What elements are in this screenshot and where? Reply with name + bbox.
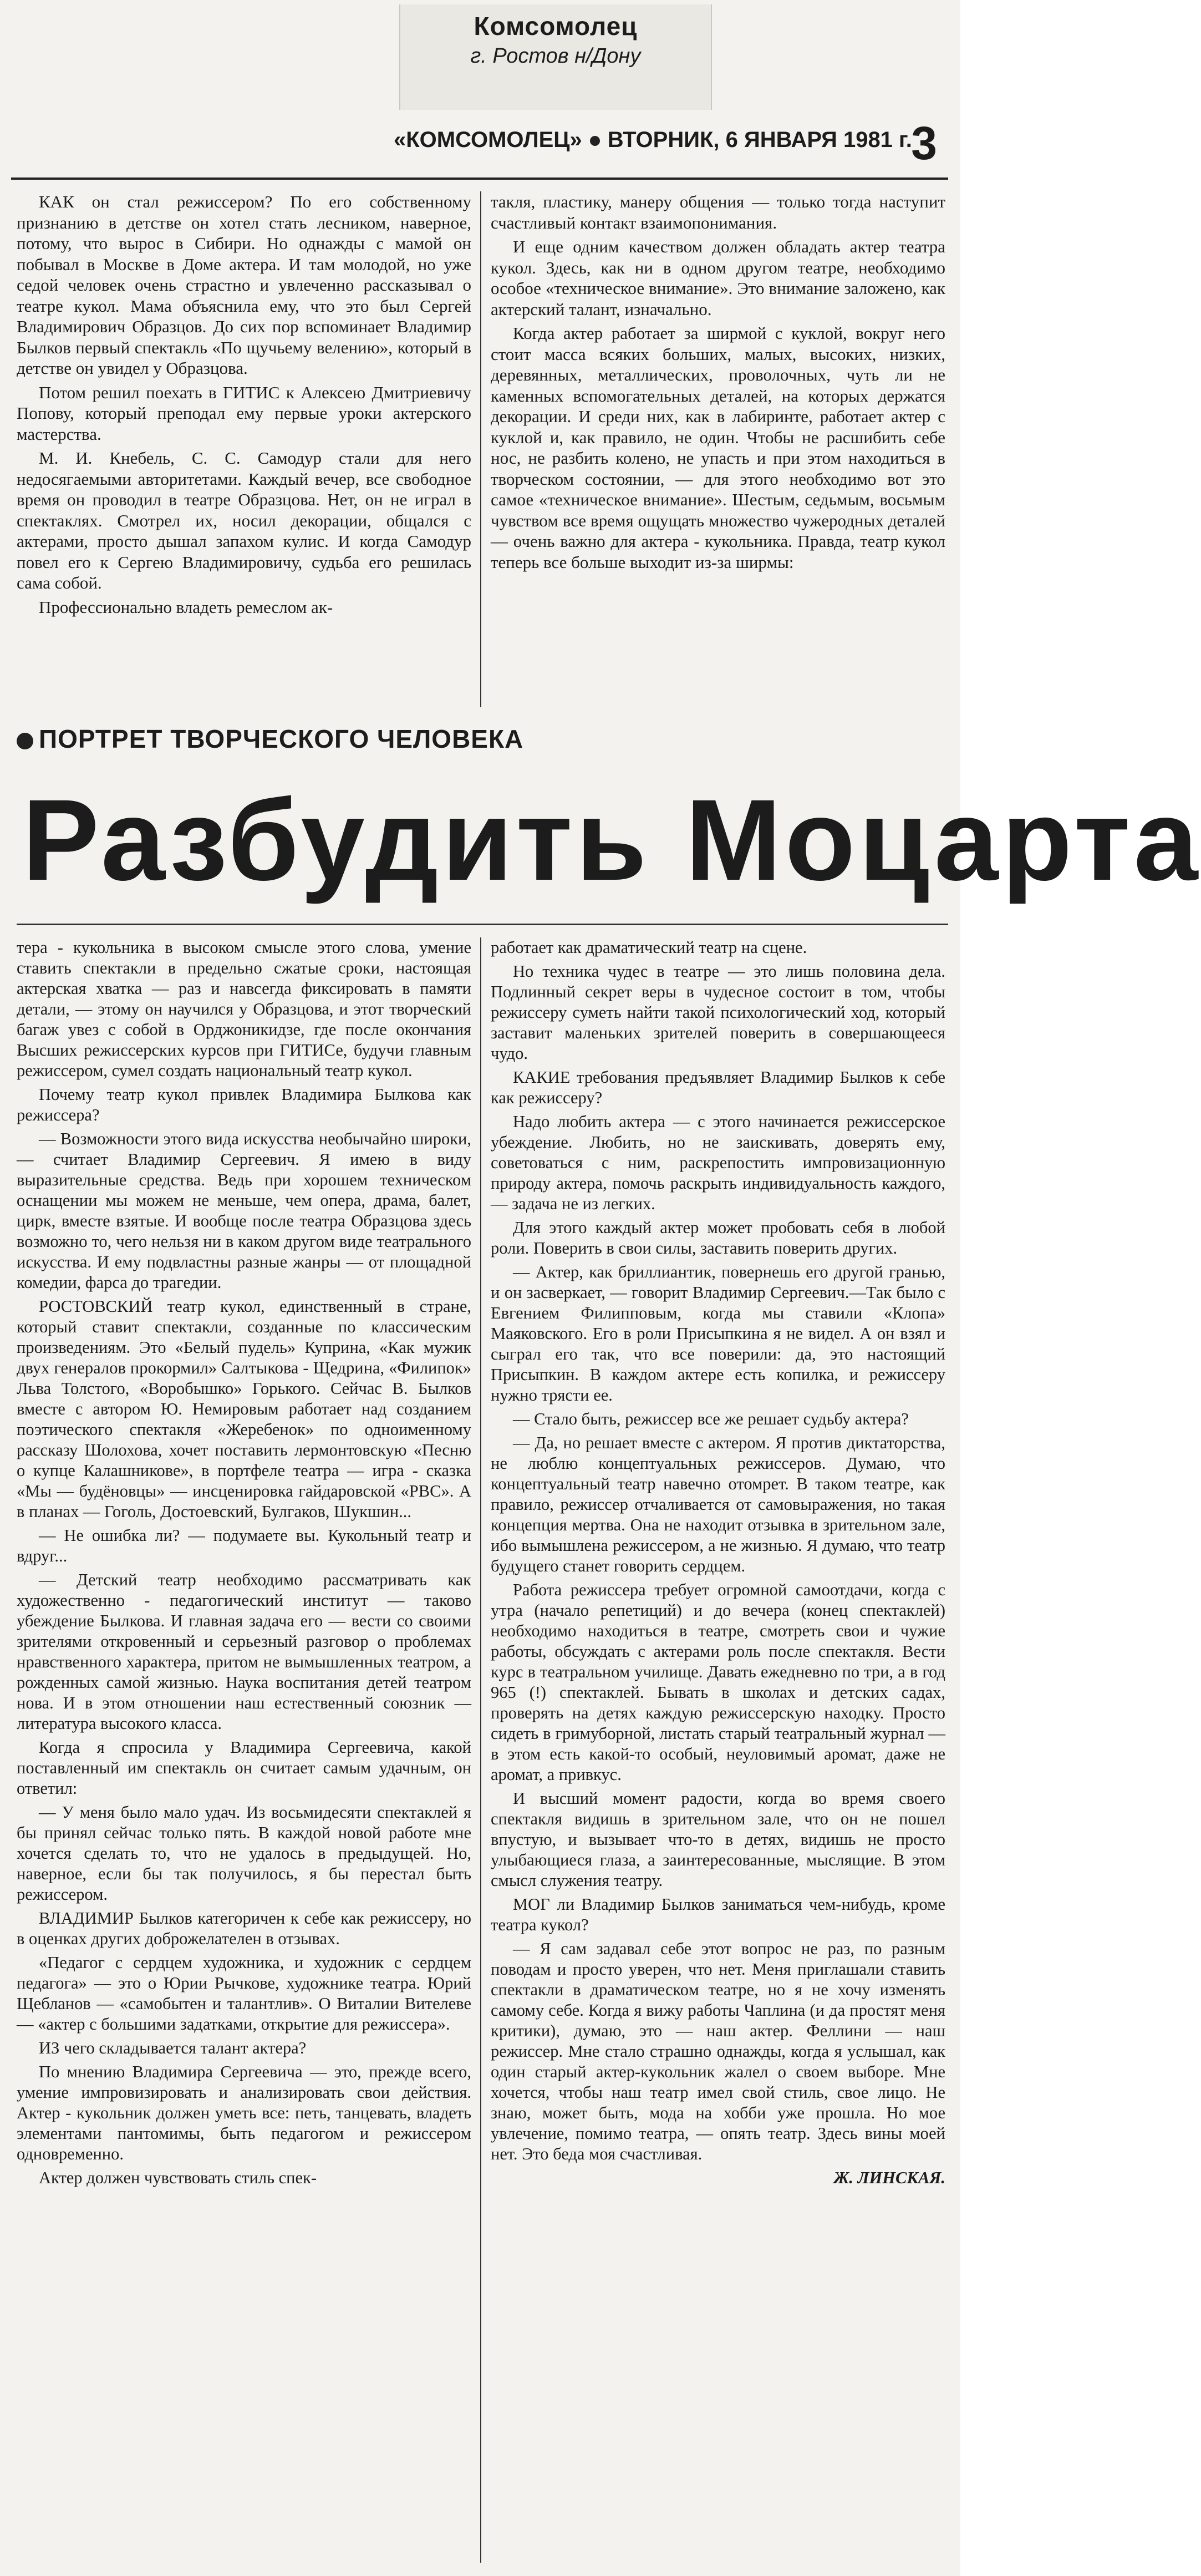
headline-rule (17, 924, 948, 925)
paragraph: — Возможности этого вида искусства необычайно широки, — считает Владимир Сергеевич. Я имею в виду выразительные средства. Ведь при хорошем техническом оснащении мы можем не меньше, чем опера, драма, балет, цирк, вместе взятые. И вообще после театра Образцова здесь возможно то, чего нельзя ни в каком другом виде театрального искусства. И ему подвластны разные жанры — от площадной комедии, фарса до трагедии. (17, 1129, 471, 1292)
section-rubric (17, 724, 948, 757)
paragraph: ИЗ чего складывается талант актера? (39, 2039, 307, 2057)
rubric-bullet-icon (17, 733, 33, 749)
paragraph: такля, пластику, манеру общения — только тогда наступит счастливый контакт взаимопонимания. (491, 192, 945, 232)
paragraph: тера - кукольника в высоком смысле этого слова, умение ставить спектакли в предельно сжатые сроки, настоящая актерская хватка — раз и навсегда фиксировать в памяти детали, — этому он научился у Образцова, и этот творческий багаж увез с собой в Орджоникидзе, где после окончания Высших режиссерских курсов при ГИТИСе, будучи главным режиссером, сумел создать национальный театр кукол. (17, 938, 471, 1080)
paper-name: «КОМСОМОЛЕЦ» (394, 128, 582, 152)
paragraph: Когда актер работает за ширмой с куклой, вокруг него стоит масса всяких больших, малых, высоких, низких, деревянных, металлических, проволочных, чуть ли не каменных вспомогательных деталей, на которых держатся декорации. И среди них, как в лабиринте, работает актер с куклой и, как правило, не один. Чтобы не расшибить себе нос, не разбить колено, не упасть и при этом находиться в творческом состоянии, — для этого необходимо вот это самое «техническое внимание». Шестым, седьмым, восьмым чувством все время ощущать множество чужеродных деталей — очень важно для актера - кукольника. Правда, театр кукол теперь все больше выходит из-за ширмы: (491, 323, 945, 572)
paragraph: Работа режиссера требует огромной самоотдачи, когда с утра (начало репетиций) и до вечера (конец спектаклей) необходимо находиться в театре, смотреть свои и чужие работы, обсуждать с актерами роль после спектакля. Вести курс в театральном училище. Давать ежедневно по три, а в год 965 (!) спектаклей. Бывать в школах и детских садах, проверять на детях каждую режиссерскую находку. Просто сидеть в гримуборной, листать старый театральный журнал — в этом есть какой-то особый, неуловимый аромат, даже не аромат, а привкус. (491, 1580, 945, 1784)
paragraph: — Детский театр необходимо рассматривать как художественно - педагогический институт — таково убеждение Былкова. И главная задача его — вести со своими зрителями откровенный и серьезный разговор о проблемах нравственного характера, притом не вымышленных театром, а рожденных самой жизнью. Наука воспитания детей театром нова. И в этом отношении наш естественный союзник — литература высокого класса. (17, 1570, 471, 1733)
paragraph: Но техника чудес в театре — это лишь половина дела. Подлинный секрет веры в чудесное состоит в том, чтобы режиссеру суметь найти такой психологический ход, который заставит маленьких зрителей поверить в совершающееся чудо. (491, 962, 945, 1063)
column-divider (480, 191, 481, 707)
paragraph: — Стало быть, режиссер все же решает судьбу актера? (513, 1409, 909, 1428)
paragraph: Когда я спросила у Владимира Сергеевича, какой поставленный им спектакль он считает самым удачным, он ответил: (17, 1738, 471, 1798)
paragraph: — Да, но решает вместе с актером. Я против диктаторства, не люблю концептуальных режиссеров. Думаю, что концептуальный театр навечно отомрет. В таком театре, как правило, режиссер отчаливается от самовыражения, но такая концепция мертва. Она не находит отзывка в зрительном зале, ибо вымышлена режиссером, а не жизнью. Я думаю, что театр будущего станет говорить сердцем. (491, 1433, 945, 1575)
paragraph: — Я сам задавал себе этот вопрос не раз, по разным поводам и просто уверен, что нет. Меня приглашали ставить спектакли в драматическом театре, но я не хочу изменять самому себе. Когда я вижу работы Чаплина (и да простят меня критики), думаю, это — наш актер. Феллини — наш режиссер. Мне стало страшно однажды, когда я услышал, как один старый актер-кукольник жалел о своем выборе. Мне хочется, чтобы наш театр имел свой стиль, свое лицо. Не знаю, может быть, мода на хобби уже прошла. Но мое увлечение, помимо театра, — опять театр. Здесь вины моей нет. Это беда моя счастливая. (491, 1939, 945, 2163)
paragraph: КАК он стал режиссером? По его собственному признанию в детстве он хотел стать лесником, наверное, потому, что вырос в Сибири. Но однажды с мамой он побывал в Москве в Доме актера. И там молодой, но уже седой человек очень страстно и увлеченно рассказывал о театре кукол. Мама объяснила ему, что это был Сергей Владимирович Образцов. До сих пор вспоминает Владимир Былков первый спектакль «По щучьему велению», который в детстве он увидел у Образцова. (17, 192, 471, 378)
paragraph: работает как драматический театр на сцене. (491, 938, 807, 957)
paragraph: М. И. Кнебель, С. С. Самодур стали для него недосягаемыми авторитетами. Каждый вечер, все свободное время он проводил в театре Образцова. Нет, он не играл в спектаклях. Смотрел их, носил декорации, общался с актерами, просто дышал запахом кулис. И когда Самодур повел его к Сергею Владимировичу, судьба его решилась сама собой. (17, 448, 471, 592)
stamp-title: Комсомолец (474, 12, 638, 40)
paragraph: Надо любить актера — с этого начинается режиссерское убеждение. Любить, но не заискивать, доверять ему, советоваться с ним, раскрепостить импровизационную природу актера, помочь раскрыть индивидуальность каждого, — задача не из легких. (491, 1112, 945, 1213)
bottom-right-column (491, 937, 945, 2568)
masthead-line (394, 128, 912, 153)
paragraph: — Актер, как бриллиантик, повернешь его другой гранью, и он засверкает, — говорит Владимир Сергеевич.—Так было с Евгением Филипповым, когда мы ставили «Клопа» Маяковского. Его в роли Присыпкина я не видел. А он взял и сыграл его так, что все поверили: да, это настоящий Присыпкин. В каждом актере есть копилка, и режиссеру нужно трясти ее. (491, 1262, 945, 1404)
paragraph: — У меня было мало удач. Из восьмидесяти спектаклей я бы принял сейчас только пять. В каждой новой работе мне хочется сделать то, что не удалось в предыдущей. Но, наверное, если бы так получилось, я бы перестал быть режиссером. (17, 1803, 471, 1904)
paragraph: «Педагог с сердцем художника, и художник с сердцем педагога» — это о Юрии Рычкове, художнике театра. Юрий Щебланов — «самобытен и талантлив». О Виталии Вителеве — «актер с большими задатками, открытие для режиссера». (17, 1953, 471, 2034)
rubric-text: ПОРТРЕТ ТВОРЧЕСКОГО ЧЕЛОВЕКА (39, 724, 524, 753)
author-signature: Ж. ЛИНСКАЯ. (833, 2168, 945, 2187)
paragraph: По мнению Владимира Сергеевича — это, прежде всего, умение импровизировать и анализировать свои действия. Актер - кукольник должен уметь все: петь, танцевать, владеть элементами пантомимы, быть педагогом и режиссером одновременно. (17, 2062, 471, 2163)
paragraph: Актер должен чувствовать стиль спек- (39, 2168, 317, 2187)
masthead (11, 116, 948, 180)
page-number: 3 (911, 117, 937, 169)
top-right-column (491, 191, 945, 710)
paragraph: Почему театр кукол привлек Владимира Былкова как режиссера? (17, 1085, 471, 1124)
paragraph: И высший момент радости, когда во время своего спектакля видишь в зрительном зале, что он не пошел впустую, и вызывает что-то в детях, видишь не просто улыбающиеся глаза, а заинтересованные, мыслящие. В этом смысл служения театру. (491, 1789, 945, 1890)
paragraph: Профессионально владеть ремеслом ак- (39, 597, 333, 617)
issue-date: ВТОРНИК, 6 ЯНВАРЯ 1981 г. (607, 128, 912, 152)
article-headline: Разбудить Моцарта (22, 776, 1201, 905)
paragraph: Для этого каждый актер может пробовать себя в любой роли. Поверить в свои силы, заставить поверить других. (491, 1218, 945, 1257)
column-divider (480, 937, 481, 2563)
paragraph: Потом решил поехать в ГИТИС к Алексею Дмитриевичу Попову, который преподал ему первые уроки актерского мастерства. (17, 382, 471, 444)
separator-dot-icon (590, 136, 600, 146)
paragraph: — Не ошибка ли? — подумаете вы. Кукольный театр и вдруг... (17, 1526, 471, 1565)
paragraph: КАКИЕ требования предъявляет Владимир Былков к себе как режиссеру? (491, 1068, 945, 1107)
paragraph: РОСТОВСКИЙ театр кукол, единственный в стране, который ставит спектакли, созданные по классическим произведениям. Это «Белый пудель» Куприна, «Как мужик двух генералов прокормил» Салтыкова - Щедрина, «Филипок» Льва Толстого, «Воробышко» Горького. Сейчас В. Былков вместе с автором Ю. Немировым работает над созданием поэтического спектакля «Жеребенок» по одноименному рассказу Шолохова, хочет поставить лермонтовскую «Песню о купце Калашникове», в портфеле театра — игра - сказка «Мы — будёновцы» — инсценировка гайдаровской «РВС». А в планах — Гоголь, Достоевский, Булгаков, Шукшин... (17, 1297, 471, 1521)
paragraph: ВЛАДИМИР Былков категоричен к себе как режиссеру, но в оценках других доброжелателен в отзывах. (17, 1909, 471, 1948)
bottom-left-column (17, 937, 471, 2568)
stamp-place: г. Ростов н/Дону (470, 44, 641, 68)
paragraph: МОГ ли Владимир Былков заниматься чем-нибудь, кроме театра кукол? (491, 1895, 945, 1934)
paragraph: И еще одним качеством должен обладать актер театра кукол. Здесь, как ни в одном другом театре, необходимо особое «техническое внимание». Это внимание заложено, как актерский талант, изначально. (491, 237, 945, 319)
top-left-column (17, 191, 471, 710)
archive-stamp (399, 4, 712, 110)
